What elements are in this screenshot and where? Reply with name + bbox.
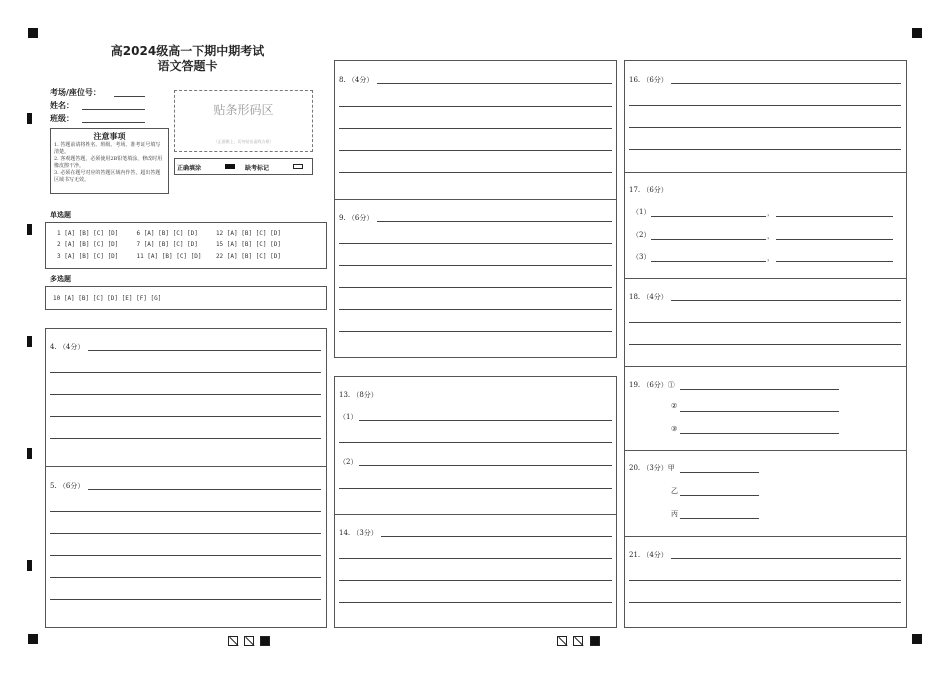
answer-line[interactable]	[50, 394, 321, 395]
notice-box	[50, 128, 169, 194]
room-seat-label: 考场/座位号：	[50, 88, 101, 97]
class-label: 班级：	[50, 114, 74, 123]
timing-mark	[27, 448, 32, 459]
page-code-box	[228, 636, 238, 646]
answer-line[interactable]	[339, 287, 612, 288]
answer-line[interactable]	[50, 416, 321, 417]
multi-choice-title: 多选题	[50, 275, 71, 283]
correct-fill-label: 正确填涂	[177, 165, 202, 172]
answer-line[interactable]	[50, 577, 321, 578]
notice-item: 1. 答题前请将姓名、班级、考场、准考证号填写清楚。	[54, 142, 161, 155]
answer-line[interactable]	[339, 150, 612, 151]
question-5-label: 5. （6分）	[50, 482, 85, 490]
answer-line[interactable]	[776, 261, 893, 262]
answer-line[interactable]	[339, 106, 612, 107]
corner-mark-bottom-right	[912, 634, 922, 644]
answer-line[interactable]	[339, 331, 612, 332]
question-13-label: 13. （8分）	[339, 391, 378, 399]
answer-box-q13-q14	[334, 376, 617, 628]
question-19-label: 19. （6分）①	[629, 381, 675, 389]
correct-fill-sample	[225, 164, 235, 169]
question-17-part-3: （3）	[632, 253, 651, 261]
question-20-part-3: 丙	[671, 510, 678, 518]
answer-line[interactable]	[339, 243, 612, 244]
question-13-part-2: （2）	[339, 458, 358, 466]
answer-line[interactable]	[339, 602, 612, 603]
answer-line[interactable]	[339, 558, 612, 559]
answer-line[interactable]	[50, 533, 321, 534]
answer-line[interactable]	[651, 261, 766, 262]
question-19-part-2: ②	[671, 402, 678, 410]
answer-line[interactable]	[377, 221, 612, 222]
choice-row[interactable]: 1 [A] [B] [C] [D] 6 [A] [B] [C] [D] 12 [A] [B] [C] [D]	[57, 230, 281, 237]
answer-line[interactable]	[629, 127, 901, 128]
comma: ，	[767, 254, 774, 262]
answer-line[interactable]	[50, 372, 321, 373]
answer-line[interactable]	[50, 599, 321, 600]
question-14-label: 14. （3分）	[339, 529, 378, 537]
timing-mark	[27, 224, 32, 235]
question-20-label: 20. （3分）甲	[629, 464, 675, 472]
divider	[624, 172, 907, 173]
answer-line[interactable]	[671, 83, 901, 84]
question-17-part-1: （1）	[632, 208, 651, 216]
page-code-box-filled	[260, 636, 270, 646]
fill-example-box	[174, 158, 313, 175]
answer-line[interactable]	[359, 420, 612, 421]
answer-line[interactable]	[339, 128, 612, 129]
question-13-part-1: （1）	[339, 413, 358, 421]
single-choice-box	[45, 222, 327, 269]
timing-mark	[27, 336, 32, 347]
question-17-part-2: （2）	[632, 231, 651, 239]
single-choice-title: 单选题	[50, 211, 71, 219]
answer-line[interactable]	[629, 580, 901, 581]
answer-line[interactable]	[680, 389, 839, 390]
choice-row[interactable]: 2 [A] [B] [C] [D] 7 [A] [B] [C] [D] 15 [A] [B] [C] [D]	[57, 241, 281, 248]
answer-line[interactable]	[50, 438, 321, 439]
page-code-box	[244, 636, 254, 646]
question-16-label: 16. （6分）	[629, 76, 668, 84]
title-line-1: 高2024级高一下期中期考试	[110, 44, 265, 58]
notice-item: 2. 客观题答题，必须使用2B铅笔填涂，修改时用橡皮擦干净。	[54, 156, 163, 169]
answer-line[interactable]	[359, 465, 612, 466]
answer-line[interactable]	[88, 350, 321, 351]
timing-mark	[27, 560, 32, 571]
page-code-box	[573, 636, 583, 646]
answer-line[interactable]	[680, 495, 759, 496]
notice-item: 3. 必须在题号对应的答题区域内作答，超出答题区域书写无效。	[54, 170, 161, 183]
barcode-hint: （正面朝上，切勿贴出虚线方框）	[213, 139, 274, 144]
divider	[624, 278, 907, 279]
answer-line[interactable]	[680, 433, 839, 434]
answer-line[interactable]	[680, 472, 759, 473]
timing-mark	[27, 113, 32, 124]
answer-line[interactable]	[629, 322, 901, 323]
name-field[interactable]	[82, 109, 145, 110]
answer-line[interactable]	[50, 555, 321, 556]
question-17-label: 17. （6分）	[629, 186, 668, 194]
corner-mark-top-left	[28, 28, 38, 38]
answer-line[interactable]	[629, 105, 901, 106]
notice-title: 注意事项	[93, 132, 126, 141]
answer-line[interactable]	[629, 344, 901, 345]
notice-items	[54, 142, 165, 184]
name-label: 姓名：	[50, 101, 74, 110]
absent-mark-label: 缺考标记	[245, 165, 270, 172]
question-9-label: 9. （6分）	[339, 214, 374, 222]
answer-line[interactable]	[680, 411, 839, 412]
answer-line[interactable]	[629, 602, 901, 603]
question-18-label: 18. （4分）	[629, 293, 668, 301]
choice-row[interactable]: 3 [A] [B] [C] [D] 11 [A] [B] [C] [D] 22 [A] [B] [C] [D]	[57, 253, 281, 260]
page-title	[45, 44, 330, 74]
divider	[624, 366, 907, 367]
absent-mark-box[interactable]	[293, 164, 303, 169]
page-code-box	[557, 636, 567, 646]
answer-line[interactable]	[339, 265, 612, 266]
divider	[624, 450, 907, 451]
question-4-label: 4. （4分）	[50, 343, 85, 351]
answer-line[interactable]	[629, 149, 901, 150]
divider	[45, 466, 327, 467]
answer-line[interactable]	[671, 558, 901, 559]
answer-line[interactable]	[88, 489, 321, 490]
answer-box-q8-q9	[334, 60, 617, 358]
answer-line[interactable]	[339, 172, 612, 173]
choice-row[interactable]: 10 [A] [B] [C] [D] [E] [F] [G]	[53, 295, 162, 302]
answer-line[interactable]	[680, 518, 759, 519]
barcode-area	[174, 90, 313, 152]
answer-line[interactable]	[377, 83, 612, 84]
comma: ，	[767, 232, 774, 240]
answer-line[interactable]	[339, 442, 612, 443]
answer-box-q4-q5	[45, 328, 327, 628]
barcode-label: 贴条形码区	[213, 103, 274, 117]
question-19-part-3: ③	[671, 425, 678, 433]
question-8-label: 8. （4分）	[339, 76, 374, 84]
divider	[624, 536, 907, 537]
answer-line[interactable]	[776, 239, 893, 240]
answer-line[interactable]	[651, 216, 766, 217]
answer-line[interactable]	[776, 216, 893, 217]
multi-choice-box	[45, 286, 327, 310]
answer-line[interactable]	[339, 580, 612, 581]
corner-mark-top-right	[912, 28, 922, 38]
corner-mark-bottom-left	[28, 634, 38, 644]
answer-line[interactable]	[381, 536, 612, 537]
answer-line[interactable]	[50, 511, 321, 512]
divider	[334, 514, 617, 515]
page-code-box-filled	[590, 636, 600, 646]
comma: ，	[767, 209, 774, 217]
question-20-part-2: 乙	[671, 487, 678, 495]
room-seat-field[interactable]	[114, 96, 145, 97]
class-field[interactable]	[82, 122, 145, 123]
title-line-2: 语文答题卡	[157, 59, 218, 73]
answer-line[interactable]	[671, 300, 901, 301]
question-21-label: 21. （4分）	[629, 551, 668, 559]
divider	[334, 199, 617, 200]
answer-line[interactable]	[651, 239, 766, 240]
answer-line[interactable]	[339, 309, 612, 310]
answer-line[interactable]	[339, 488, 612, 489]
